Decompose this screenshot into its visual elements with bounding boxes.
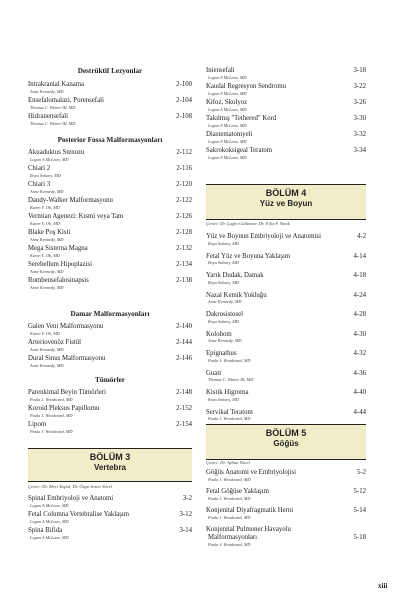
chapter-title: Vertebra [93,463,127,472]
entry-author: Karen Y. Oh, MD [30,220,60,226]
entry-author: Anne Kennedy, MD [30,236,64,242]
entry-page: 2-148 [176,389,192,396]
chapter-title: Yüz ve Boyun [259,199,313,208]
toc-entry[interactable] [206,388,366,408]
entry-author: Anne Kennedy, MD [30,346,64,352]
entry-title: Vermian Agenezi: Kısmi veya Tam [28,213,124,220]
entry-author: Paula J. Woodward, MD [30,412,73,418]
chapter-banner-4 [206,184,366,220]
entry-title: Konjenital Diyafragmatik Herni [206,507,294,514]
entry-author: Roya Sohaey, MD [208,240,239,246]
entry-author: Anne Kennedy, MD [30,362,64,368]
toc-entry[interactable] [206,146,366,162]
section-heading-posterior-fossa: Posterior Fossa Malformasyonları [57,136,163,144]
entry-author: Paula J. Woodward, MD [208,542,251,547]
entry-page: 4-18 [353,272,366,279]
entry-title: Fetal Göğüse Yaklaşım [206,488,269,495]
entry-author: Karen Y. Oh, MD [30,330,60,336]
entry-title: Diastematomyeli [206,131,253,138]
entry-page: 2-132 [176,245,192,252]
chapter-title: Göğüs [273,439,299,448]
toc-entry[interactable] [28,420,192,436]
entry-author: Anne Kennedy, MD [30,188,64,194]
entry-author: Paula J. Woodward, MD [208,357,251,363]
entry-author: Paula J. Woodward, MD [208,514,251,520]
toc-entry[interactable] [206,252,366,272]
entry-title: Nazal Kemik Yokluğu [206,291,267,299]
entry-title: Yarık Dudak, Damak [206,272,264,279]
entry-page: 2-128 [176,229,192,236]
entry-title: Sakrokoksigeal Teratom [206,147,273,154]
toc-entry[interactable] [28,164,192,180]
entry-author: Anne Kennedy, MD [30,88,64,94]
entry-page: 2-100 [176,81,192,88]
section-list-destructive [28,80,192,128]
entry-page: 3-30 [353,115,366,122]
entry-page: 3-14 [179,527,192,534]
entry-page: 3-26 [353,99,366,106]
entry-author: Karen Y. Oh, MD [30,252,60,258]
entry-author: Roya Sohaey, MD [208,260,239,265]
entry-title: Lipom [28,421,47,428]
entry-page: 4-44 [353,408,366,416]
toc-entry[interactable] [28,228,192,244]
entry-title: Akuaduktus Stenozu [28,149,85,156]
entry-page: 3-18 [353,67,366,74]
toc-entry[interactable] [206,291,366,311]
entry-author: Anne Kennedy, MD [30,284,64,290]
entry-author: Logan A McLean, MD [208,74,247,80]
entry-author: Logan A McLean, MD [30,534,69,540]
entry-page: 3-34 [353,147,366,154]
chapter-translators: Çeviri: Dr. Mert Yaşlal, Dr. Özgü Sezen Yücel [28,484,113,489]
entry-title: Spina Bifida [28,527,63,534]
entry-page: 2-122 [176,197,192,204]
toc-entry[interactable] [206,369,366,389]
page-number: xiii [378,582,388,590]
entry-title: Blake Poş Kisti [28,229,71,236]
entry-author: Anne Kennedy, MD [208,299,242,304]
toc-entry[interactable] [28,354,192,370]
section-list-tumors [28,388,192,436]
section-list-posterior-fossa [28,148,192,292]
toc-entry[interactable] [206,98,366,114]
entry-title: Parenkimal Beyin Tümörleri [28,389,107,396]
entry-page: 5-2 [356,469,366,476]
entry-page: 4-36 [353,369,366,377]
entry-title: Dakrosistosel [206,311,244,318]
toc-entry[interactable] [206,487,366,506]
entry-page: 2-140 [176,323,192,330]
chapter-translators: Çeviri: Dr. Ayhan Yücel [206,460,250,465]
toc-entry[interactable] [28,494,192,510]
entry-author: Logan A McLean, MD [208,138,247,144]
entry-title: Ensefalomalazi, Porensefali [28,97,104,104]
toc-entry[interactable] [206,468,366,487]
section-heading-vascular: Damar Malformasyonları [70,310,150,318]
entry-title: Serebellum Hipoplazisi [28,261,92,268]
section-heading-tumors: Tümörler [95,376,125,384]
entry-page: 4-28 [353,311,366,318]
toc-entry[interactable] [28,276,192,292]
entry-title: Galen Veni Malformasyonu [28,323,104,330]
entry-page: 5-18 [353,534,366,541]
toc-entry[interactable] [206,349,366,369]
entry-title: Kaudal Regresyon Sendromu [206,83,287,90]
toc-entry[interactable] [206,82,366,98]
entry-title: Spinal Embriyoloji ve Anatomi [28,495,114,502]
entry-title: Arteriovenöz Fistül [28,339,82,346]
entry-author: Logan A McLean, MD [208,154,247,160]
entry-page: 2-120 [176,181,192,188]
entry-page: 4-40 [353,389,366,396]
toc-entry[interactable] [28,180,192,196]
section-list-chest [206,468,366,549]
entry-author: Thomas C. Winter III, MD [30,120,76,126]
chapter-translators: Çeviri: Dr. Çağrı Gülümser, Dr. Filiz F. Yanık [206,221,290,226]
toc-entry[interactable] [206,310,366,330]
entry-author: Thomas C. Winter III, MD [30,104,76,110]
entry-page: 3-2 [182,495,192,502]
entry-title: Kolobom [206,330,232,338]
entry-page: 5-12 [353,488,366,495]
chapter-number: BÖLÜM 4 [265,188,307,198]
entry-page: 2-134 [176,261,192,268]
toc-entry[interactable] [28,322,192,338]
entry-author: Logan A McLean, MD [208,90,247,96]
entry-page: 2-154 [176,421,192,428]
entry-title: Fetal Yüz ve Boyuna Yaklaşım [206,252,291,260]
entry-page: 2-104 [176,97,192,104]
section-heading-destructive: Destrüktif Lezyonlar [77,67,143,75]
entry-title-continued: Malformasyonları [208,534,258,541]
entry-author: Roya Sohaey, MD [30,172,61,178]
entry-title: Intrakranial Kanama [28,81,85,88]
toc-entry[interactable] [28,388,192,404]
entry-title: Kistik Higroma [206,389,249,396]
section-list-vertebra [28,494,192,542]
entry-page: 4-24 [353,291,366,299]
entry-author: Thomas C. Winter III, MD [208,377,254,382]
entry-page: 2-152 [176,405,192,412]
toc-entry[interactable] [206,330,366,350]
entry-page: 3-12 [179,511,192,518]
entry-page: 4-32 [353,350,366,357]
entry-title: Mega Sisterna Magna [28,245,88,252]
entry-author: Paula J. Woodward, MD [208,495,251,501]
entry-title: Kifoz, Skolyoz [206,99,248,106]
entry-author: Roya Sohaey, MD [208,318,239,324]
entry-page: 2-146 [176,355,192,362]
entry-author: Paula J. Woodward, MD [208,476,251,482]
section-list-vascular [28,322,192,370]
entry-author: Logan A McLean, MD [208,122,247,128]
toc-entry[interactable] [206,506,366,525]
entry-title: Yüz ve Boynun Embriyoloji ve Anatomisi [206,233,321,240]
toc-entry[interactable] [28,526,192,542]
toc-entry[interactable] [28,112,192,128]
toc-entry[interactable] [28,80,192,96]
entry-page: 2-126 [176,213,192,220]
entry-title: Dandy-Walker Malformasyonu [28,197,113,204]
section-list-face-neck [206,232,366,427]
entry-title: Dural Sinus Malformasyonu [28,355,106,362]
entry-page: 5-14 [353,507,366,514]
toc-entry[interactable] [206,271,366,291]
entry-author: Paula J. Woodward, MD [208,416,251,421]
entry-author: Logan A McLean, MD [208,106,247,112]
entry-title: Chiari 3 [28,181,51,188]
entry-page: 3-22 [353,83,366,90]
entry-page: 2-112 [176,149,192,156]
entry-author: Anne Kennedy, MD [30,268,64,274]
entry-title: Chiari 2 [28,165,51,172]
toc-entry[interactable] [28,212,192,228]
chapter-banner-3 [28,448,192,482]
toc-entry[interactable] [28,244,192,260]
entry-author: Paula J. Woodward, MD [30,428,73,434]
toc-entry[interactable] [28,96,192,112]
entry-title: Hidranensefali [28,113,69,120]
toc-entry[interactable] [28,196,192,212]
entry-title: Koroid Pleksus Papillomu [28,405,100,412]
entry-title: Göğüs Anatomi ve Embriyolojisi [206,469,297,476]
entry-author: Logan A McLean, MD [30,502,69,508]
entry-author: Logan A McLean, MD [30,518,69,524]
entry-title: Konjenital Pulmoner Havayolu [206,526,291,533]
entry-page: 4-2 [356,233,366,240]
entry-title: Guatr [206,369,222,377]
chapter-number: BÖLÜM 3 [89,452,131,462]
entry-title: Takılmış "Tethered" Kord [206,115,277,122]
entry-title: Iniensefali [206,67,235,74]
toc-entry[interactable] [206,130,366,146]
entry-page: 2-138 [176,277,192,284]
entry-author: Roya Sohaey, MD [208,279,239,285]
entry-author: Logan A McLean, MD [30,156,69,162]
entry-author: Karen Y. Oh, MD [30,204,60,210]
entry-page: 2-108 [176,113,192,120]
entry-page: 4-14 [353,252,366,260]
toc-entry[interactable] [28,260,192,276]
chapter-banner-5 [206,424,366,460]
toc-entry[interactable] [28,404,192,420]
toc-entry[interactable] [206,525,366,549]
entry-page: 4-30 [353,330,366,338]
entry-page: 3-32 [353,131,366,138]
toc-entry[interactable] [206,232,366,252]
toc-entry[interactable] [206,114,366,130]
toc-entry[interactable] [28,510,192,526]
entry-page: 2-116 [176,165,192,172]
section-list-vertebra-continued [206,66,366,162]
entry-title: Epignathus [206,350,237,357]
entry-author: Roya Sohaey, MD [208,396,239,402]
toc-entry[interactable] [28,338,192,354]
entry-title: Servikal Teratom [206,408,253,416]
entry-author: Paula J. Woodward, MD [30,396,73,402]
entry-page: 2-144 [176,339,192,346]
toc-entry[interactable] [28,148,192,164]
toc-entry[interactable] [206,66,366,82]
entry-author: Anne Kennedy, MD [208,338,242,343]
chapter-number: BÖLÜM 5 [265,428,307,438]
entry-title: Rombensefalosinapsis [28,277,89,284]
entry-title: Fetal Columna Vertebralise Yaklaşım [28,511,130,518]
